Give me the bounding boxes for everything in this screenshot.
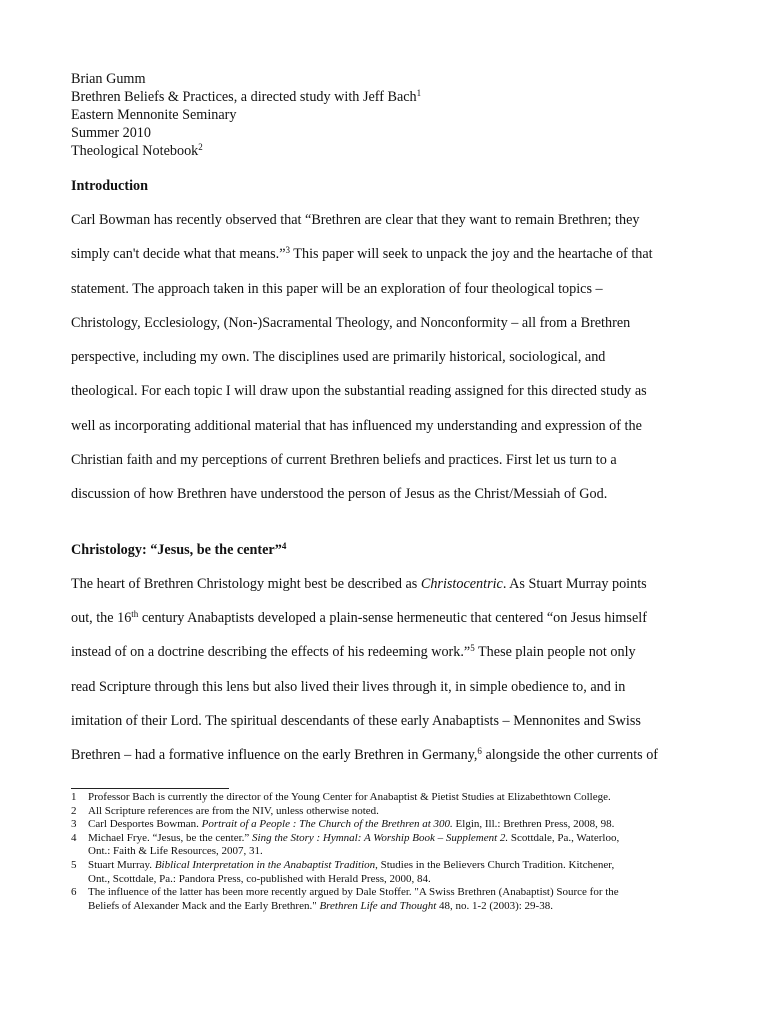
introduction-heading: Introduction — [71, 178, 148, 194]
intro-line: statement. The approach taken in this paper will be an exploration of four theological topics – — [71, 280, 603, 297]
christology-line: read Scripture through this lens but also lived their lives through it, in simple obedience to, and in — [71, 678, 626, 695]
school-name: Eastern Mennonite Seminary — [71, 107, 237, 123]
intro-line: Christian faith and my perceptions of current Brethren beliefs and practices. First let us turn to a — [71, 452, 617, 469]
author-name: Brian Gumm — [71, 71, 146, 87]
footnote-ref-2[interactable]: 2 — [198, 142, 203, 152]
footnote-3: 3 Carl Desportes Bowman. Portrait of a People : The Church of the Brethren at 300. Elgin, Ill.: Brethren Press, 2008, 98. — [71, 818, 615, 831]
intro-line: Christology, Ecclesiology, (Non-)Sacramental Theology, and Nonconformity – all from a Brethren — [71, 314, 631, 331]
notebook-title: Theological Notebook$^2$ — [71, 142, 203, 159]
christology-line: out, the 16th century Anabaptists developed a plain-sense hermeneutic that centered “on Jesus himself — [71, 608, 647, 626]
intro-line: discussion of how Brethren have understood the person of Jesus as the Christ/Messiah of God. — [71, 486, 608, 503]
course-title: Brethren Beliefs & Practices, a directed study with Jeff Bach$^1$ — [71, 88, 422, 105]
footnote-ref-1[interactable]: 1 — [416, 88, 422, 98]
footnote-ref-5[interactable]: 5 — [470, 643, 475, 654]
christology-heading: Christology: “Jesus, be the center”$^4$ — [71, 540, 287, 558]
footnote-ref-6[interactable]: 6 — [477, 746, 482, 757]
christology-line: The heart of Brethren Christology might best be described as Christocentric. As Stuart Murray points — [71, 575, 647, 592]
footnotes — [71, 791, 711, 913]
introduction-paragraph — [71, 203, 708, 512]
intro-line: Carl Bowman has recently observed that “Brethren are clear that they want to remain Brethren; they — [71, 212, 640, 228]
footnote-5: 5 Stuart Murray. Biblical Interpretation in the Anabaptist Tradition, Studies in the Believers Church Tradition. Kitchener, Ont., Scottdale, Pa.: Pandora Press, co-published with Herald Press, 2000, 84. — [71, 858, 615, 885]
intro-line: theological. For each topic I will draw upon the substantial reading assigned for this directed study as — [71, 383, 647, 400]
intro-line: perspective, including my own. The disciplines used are primarily historical, sociological, and — [71, 349, 606, 366]
footnote-separator — [71, 788, 229, 789]
footnote-1: 1 Professor Bach is currently the director of the Young Center for Anabaptist & Pietist Studies at Elizabethtown College. — [71, 791, 611, 803]
footnote-6: 6 The influence of the latter has been more recently argued by Dale Stoffer. "A Swiss Brethren (Anabaptist) Source for the Beliefs of Alexander Mack and the Early Brethren." Brethren Life and Thought 48, no. 1-2 (2003): 29-38. — [71, 886, 619, 912]
footnote-2: 2 All Scripture references are from the NIV, unless otherwise noted. — [71, 804, 379, 817]
footnote-ref-4[interactable]: 4 — [281, 540, 287, 551]
christology-line: imitation of their Lord. The spiritual descendants of these early Anabaptists – Mennonites and Swiss — [71, 712, 641, 729]
intro-line: simply can't decide what that means.”$^3$ This paper will seek to unpack the joy and the heartache of that — [71, 245, 653, 263]
footnote-4: 4 Michael Frye. “Jesus, be the center.” Sing the Story : Hymnal: A Worship Book – Supplement 2. Scottdale, Pa., Waterloo, Ont.: Faith & Life Resources, 2007, 31. — [71, 831, 620, 858]
document-header — [71, 70, 708, 160]
intro-line: well as incorporating additional material that has influenced my understanding and expression of the — [71, 417, 642, 434]
term: Summer 2010 — [71, 125, 151, 141]
footnote-ref-3[interactable]: 3 — [285, 245, 291, 256]
christology-paragraph — [71, 567, 708, 773]
christology-line: instead of on a doctrine describing the effects of his redeeming work.”$^5$ These plain people not only — [71, 643, 636, 661]
christology-line: Brethren – had a formative influence on the early Brethren in Germany,$^6$ alongside the other currents of — [71, 746, 659, 764]
